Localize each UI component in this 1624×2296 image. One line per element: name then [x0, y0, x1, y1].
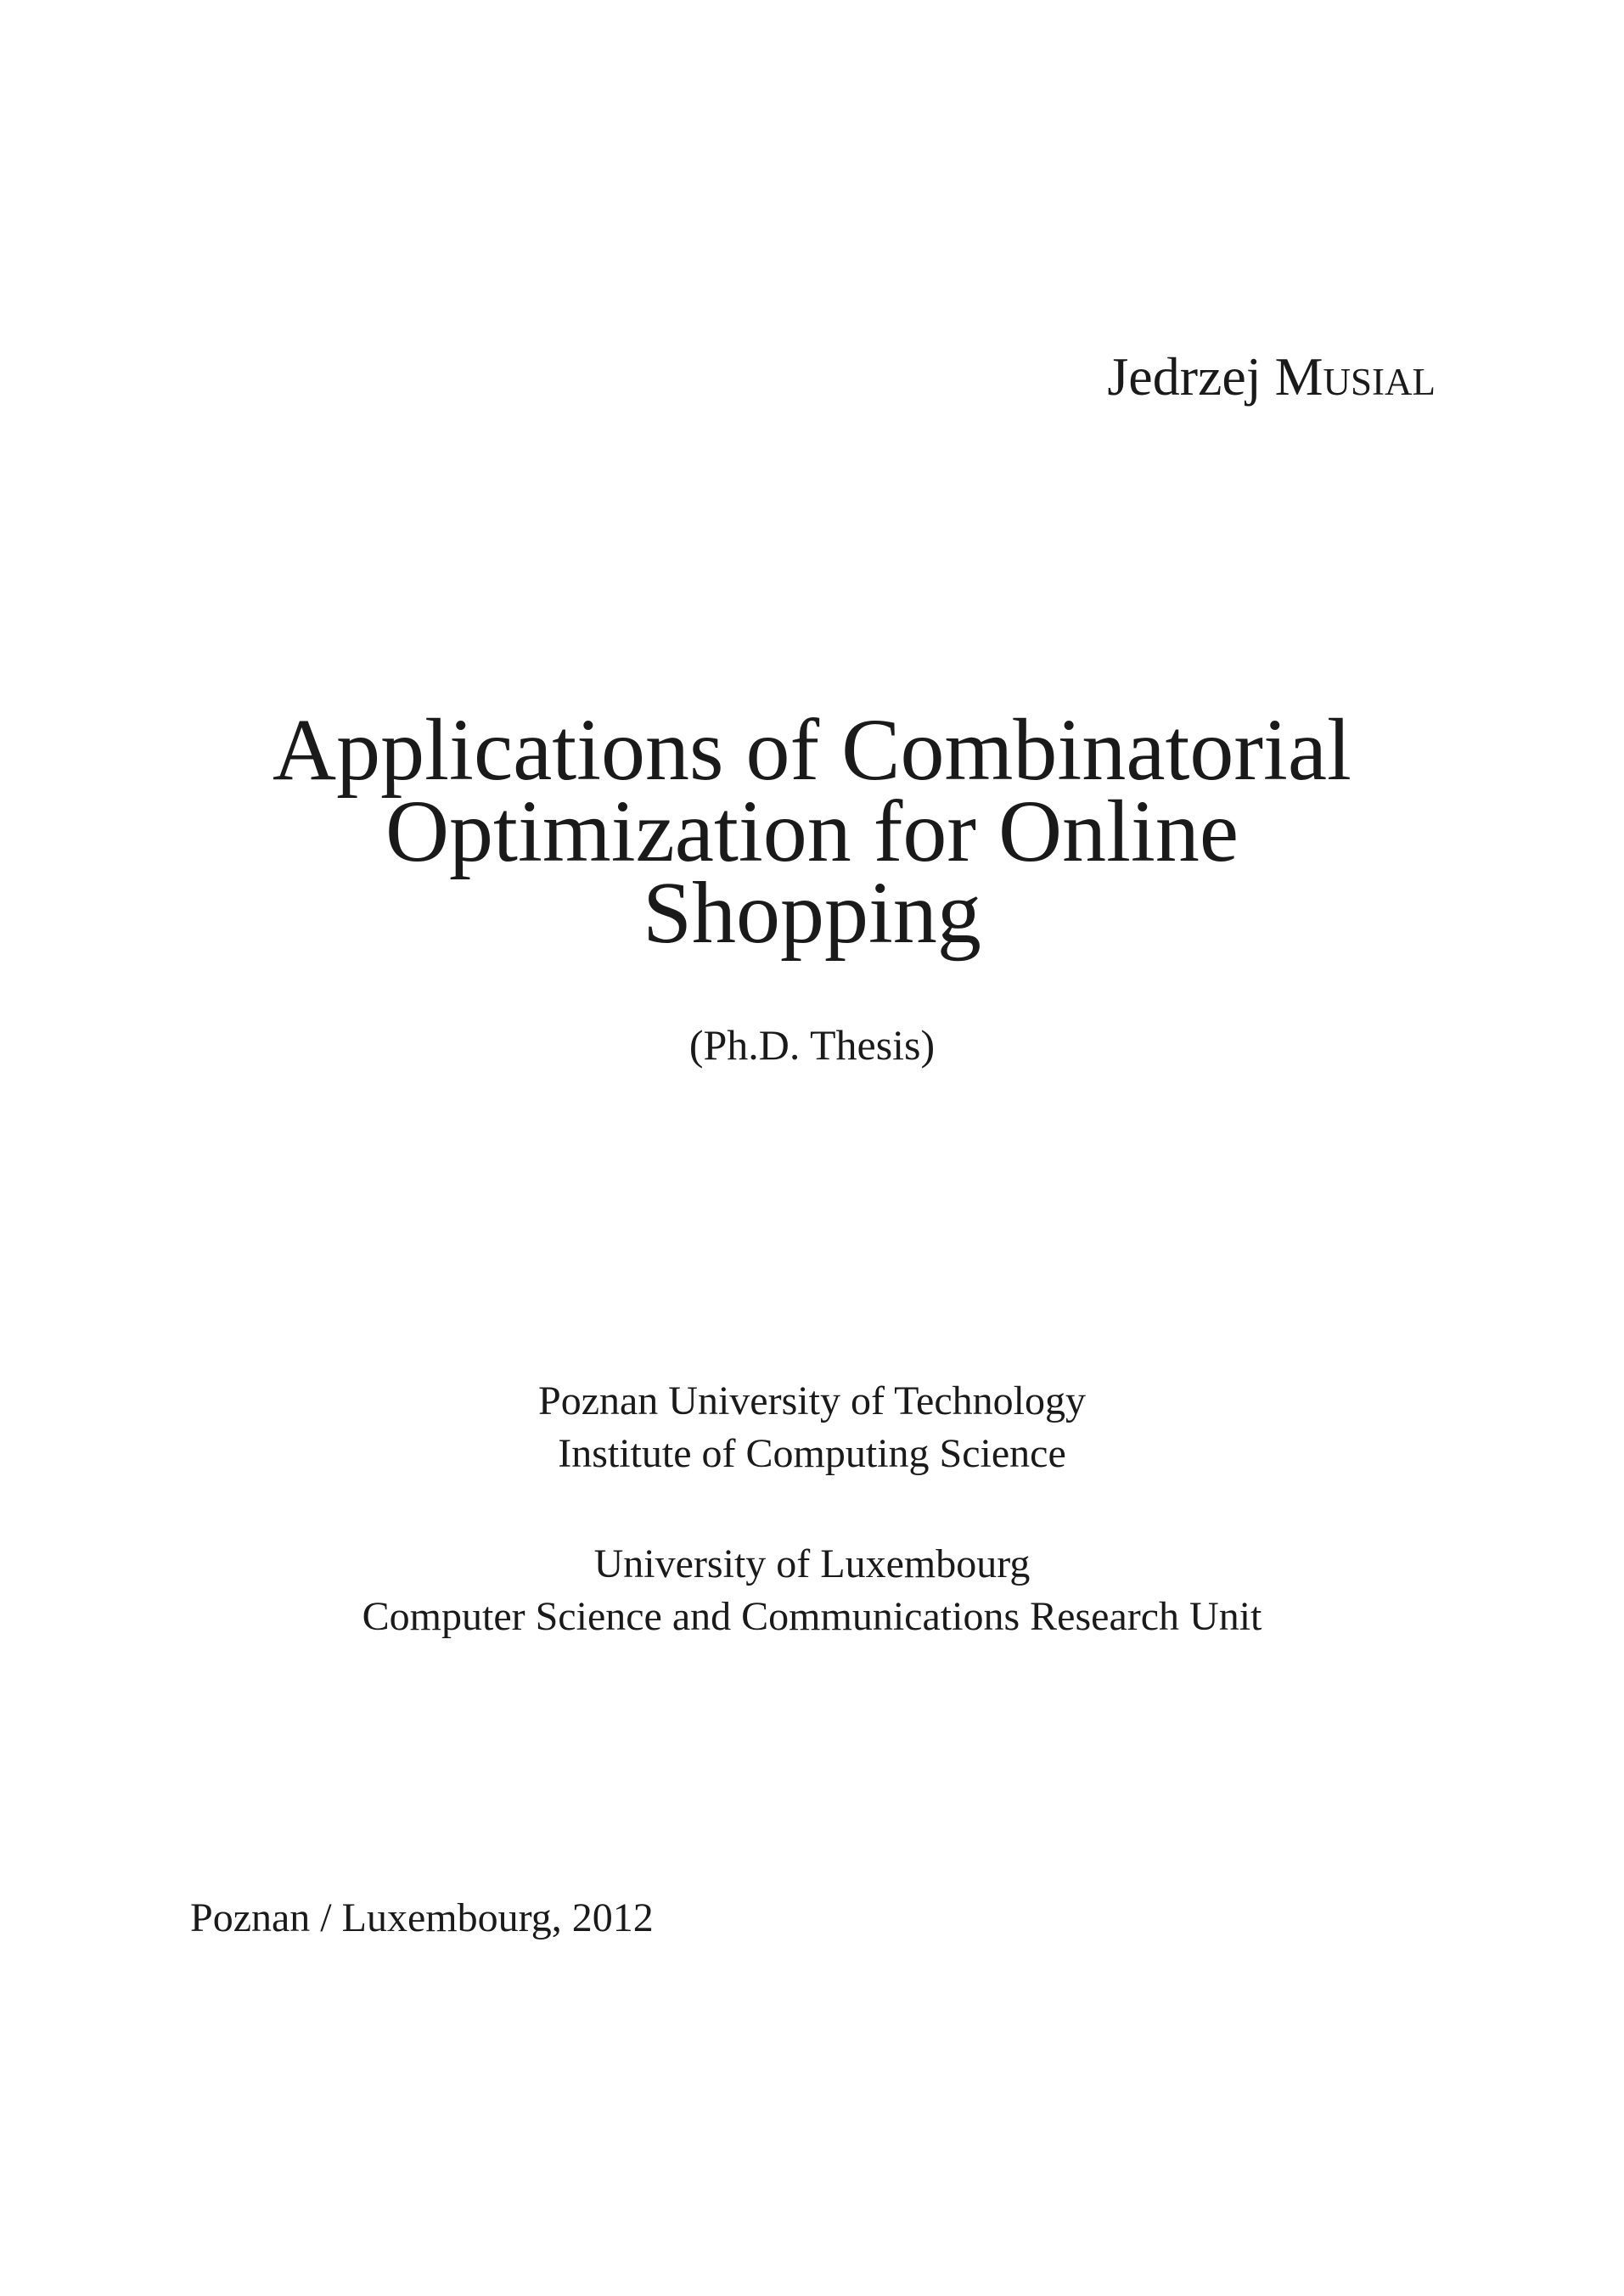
author-surname: Musial [1274, 346, 1436, 407]
affiliation-luxembourg [0, 1538, 1624, 1643]
affiliation-unit: Computer Science and Communications Research Unit [362, 1594, 1262, 1639]
affiliation-poznan [0, 1375, 1624, 1480]
author-name [1107, 346, 1436, 407]
title-line-3: Shopping [643, 864, 981, 962]
affiliation-institution: Poznan University of Technology [538, 1378, 1086, 1423]
affiliation-unit: Institute of Computing Science [558, 1431, 1066, 1476]
author-given-name: Jedrzej [1107, 346, 1262, 407]
title-line-1: Applications of Combinatorial [273, 701, 1351, 799]
place-and-date: Poznan / Luxembourg, 2012 [190, 1895, 654, 1940]
affiliation-institution: University of Luxembourg [593, 1541, 1031, 1586]
thesis-type: (Ph.D. Thesis) [688, 1021, 936, 1069]
title-line-2: Optimization for Online [385, 783, 1239, 880]
thesis-title [170, 701, 1454, 962]
